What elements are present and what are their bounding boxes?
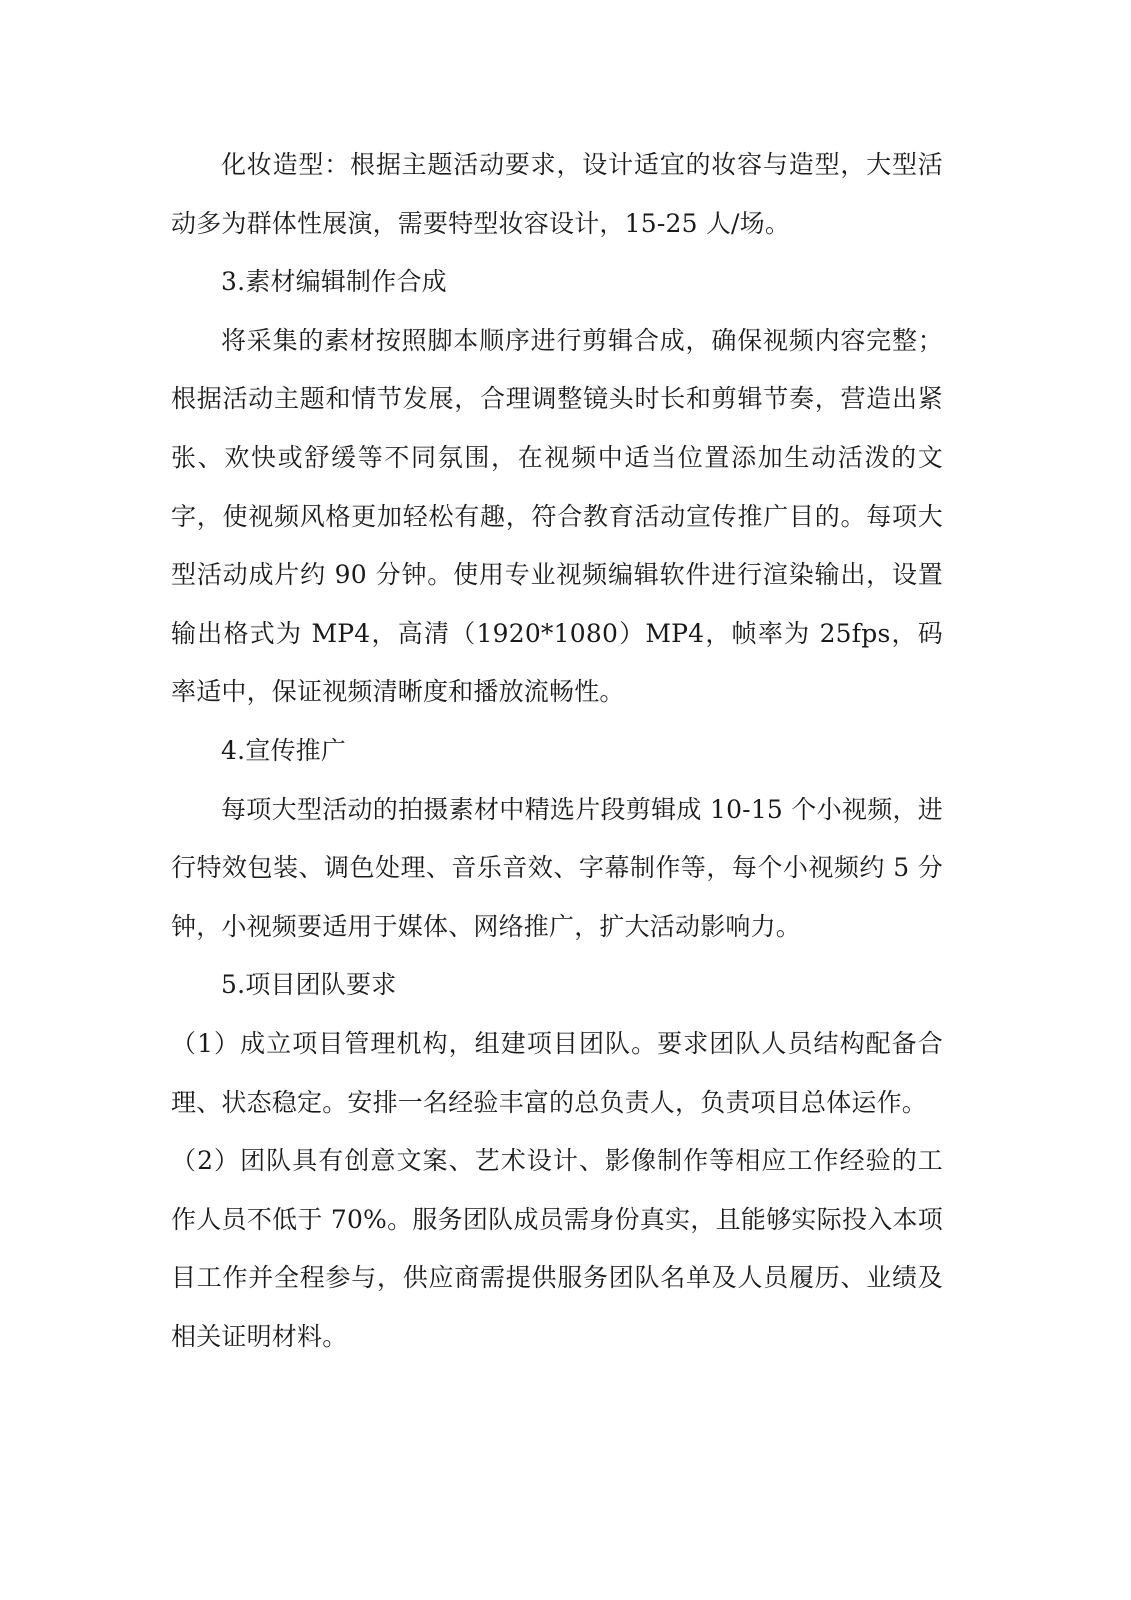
- paragraph-team-2: （2）团队具有创意文案、艺术设计、影像制作等相应工作经验的工作人员不低于 70%。服务团队成员需身份真实，且能够实际投入本项目工作并全程参与，供应商需提供服务团队名单及人员履历、业绩及相关证明材料。: [171, 1146, 943, 1351]
- section-heading-3: 3.素材编辑制作合成: [221, 267, 447, 297]
- paragraph-editing: 将采集的素材按照脚本顺序进行剪辑合成，确保视频内容完整；根据活动主题和情节发展，合理调整镜头时长和剪辑节奏，营造出紧张、欢快或舒缓等不同氛围，在视频中适当位置添加生动活泼的文字，使视频风格更加轻松有趣，符合教育活动宣传推广目的。每项大型活动成片约 90 分钟。使用专业视频编辑软件进行渲染输出，设置输出格式为 MP4，高清（1920*1080）MP4，帧率为 25fps，码率适中，保证视频清晰度和播放流畅性。: [171, 325, 943, 707]
- paragraph-promotion: 每项大型活动的拍摄素材中精选片段剪辑成 10-15 个小视频，进行特效包装、调色处理、音乐音效、字幕制作等，每个小视频约 5 分钟，小视频要适用于媒体、网络推广，扩大活动影响力。: [171, 794, 943, 941]
- section-heading-4: 4.宣传推广: [221, 735, 347, 765]
- section-heading-5: 5.项目团队要求: [221, 970, 397, 1000]
- paragraph-makeup-styling: 化妆造型：根据主题活动要求，设计适宜的妆容与造型，大型活动多为群体性展演，需要特型妆容设计，15-25 人/场。: [171, 150, 943, 238]
- document-body: [171, 136, 943, 1366]
- paragraph-team-1: （1）成立项目管理机构，组建项目团队。要求团队人员结构配备合理、状态稳定。安排一名经验丰富的总负责人，负责项目总体运作。: [171, 1028, 943, 1117]
